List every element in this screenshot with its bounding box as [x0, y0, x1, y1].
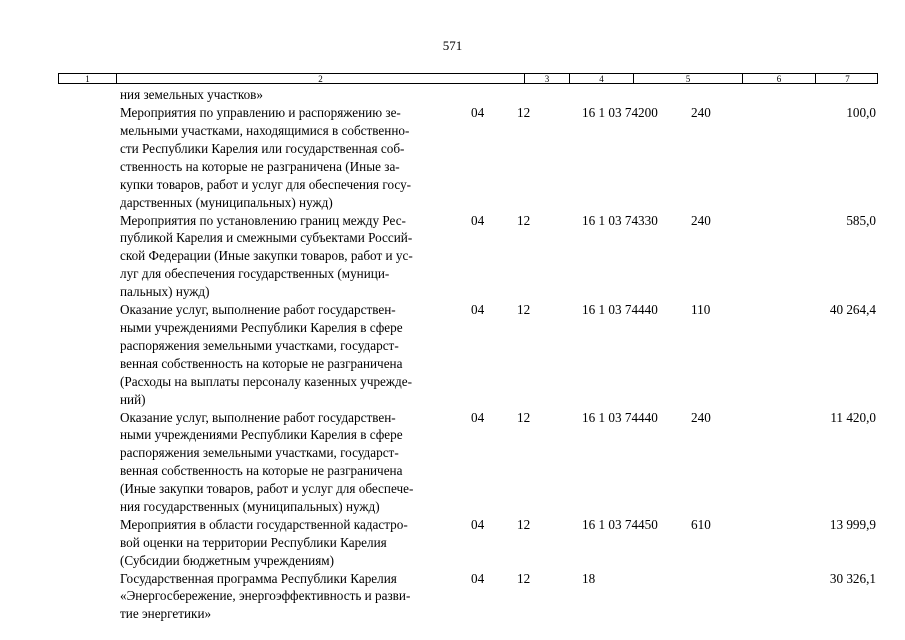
row-expense-type: 110 — [691, 302, 711, 317]
row-section: 04 — [471, 409, 485, 425]
row-target-article: 16 1 03 74450 — [582, 517, 658, 532]
row-target-article: 16 1 03 74200 — [582, 105, 658, 120]
row-description: ния земельных участков» — [120, 87, 263, 102]
table-row — [0, 409, 905, 517]
column-header-1: 1 — [85, 74, 90, 84]
row-target-article: 16 1 03 74440 — [582, 302, 658, 317]
row-subsection: 12 — [517, 105, 531, 120]
row-section: 04 — [471, 212, 485, 228]
table-row — [0, 301, 905, 409]
table-row — [0, 104, 905, 212]
row-amount: 100,0 — [846, 105, 876, 120]
row-amount: 11 420,0 — [830, 409, 876, 425]
row-description: Оказание услуг, выполнение работ государствен- ными учреждениями Республики Карелия в сфере распоряжения земельными участками, государст- венная собственность на которые не разграничена (Расходы на выплаты персоналу казенных учрежде- ний) — [120, 302, 412, 407]
column-header-6: 6 — [742, 74, 815, 83]
row-description: Государственная программа Республики Карелия «Энергосбережение, энергоэффективность и разви- тие энергетики» — [120, 570, 411, 622]
table-row — [0, 516, 905, 570]
table-row — [0, 212, 905, 302]
column-header-5: 5 — [633, 74, 742, 83]
column-header-3: 3 — [524, 74, 569, 83]
row-target-article: 16 1 03 74440 — [582, 409, 658, 425]
row-section: 04 — [471, 105, 485, 120]
row-amount: 40 264,4 — [829, 302, 876, 317]
row-subsection: 12 — [517, 302, 531, 317]
column-header-2: 2 — [116, 74, 524, 83]
row-target-article: 18 — [582, 570, 596, 586]
page-number: 571 — [442, 38, 463, 53]
row-expense-type: 240 — [691, 409, 711, 425]
column-header-7: 7 — [815, 74, 879, 83]
row-amount: 585,0 — [846, 212, 876, 228]
row-section: 04 — [471, 302, 485, 317]
row-amount: 13 999,9 — [829, 517, 876, 532]
row-subsection: 12 — [517, 570, 531, 586]
row-expense-type: 240 — [691, 212, 711, 228]
row-subsection: 12 — [517, 409, 531, 425]
column-header-row — [58, 73, 878, 84]
table-row — [0, 86, 905, 104]
row-expense-type: 610 — [691, 517, 711, 532]
table-body — [0, 86, 905, 624]
row-description: Оказание услуг, выполнение работ государствен- ными учреждениями Республики Карелия в сфере распоряжения земельными участками, государст- венная собственность на которые не разграничена (Иные закупки товаров, работ и услуг для обеспече- ния государственных (муниципальных) нужд) — [120, 409, 414, 515]
row-section: 04 — [471, 517, 485, 532]
row-description: Мероприятия по установлению границ между Рес- публикой Карелия и смежными субъектами Россий- ской Федерации (Иные закупки товаров, работ и ус- луг для обеспечения государственных (муници- пальных) нужд) — [120, 212, 413, 300]
row-target-article: 16 1 03 74330 — [582, 212, 658, 228]
row-section: 04 — [471, 570, 485, 586]
row-description: Мероприятия в области государственной кадастро- вой оценки на территории Республики Карелия (Субсидии бюджетным учреждениям) — [120, 517, 408, 568]
row-amount: 30 326,1 — [829, 570, 876, 586]
table-row — [0, 570, 905, 624]
row-description: Мероприятия по управлению и распоряжению зе- мельными участками, находящимися в собственно- сти Республики Карелия или государственная соб- ственность на которые не разграничена (Иные за- купки товаров, работ и услуг для обеспечения госу- дарственных (муниципальных) нужд) — [120, 105, 412, 210]
row-subsection: 12 — [517, 517, 531, 532]
row-expense-type: 240 — [691, 105, 711, 120]
column-header-4: 4 — [569, 74, 633, 83]
row-subsection: 12 — [517, 212, 531, 228]
